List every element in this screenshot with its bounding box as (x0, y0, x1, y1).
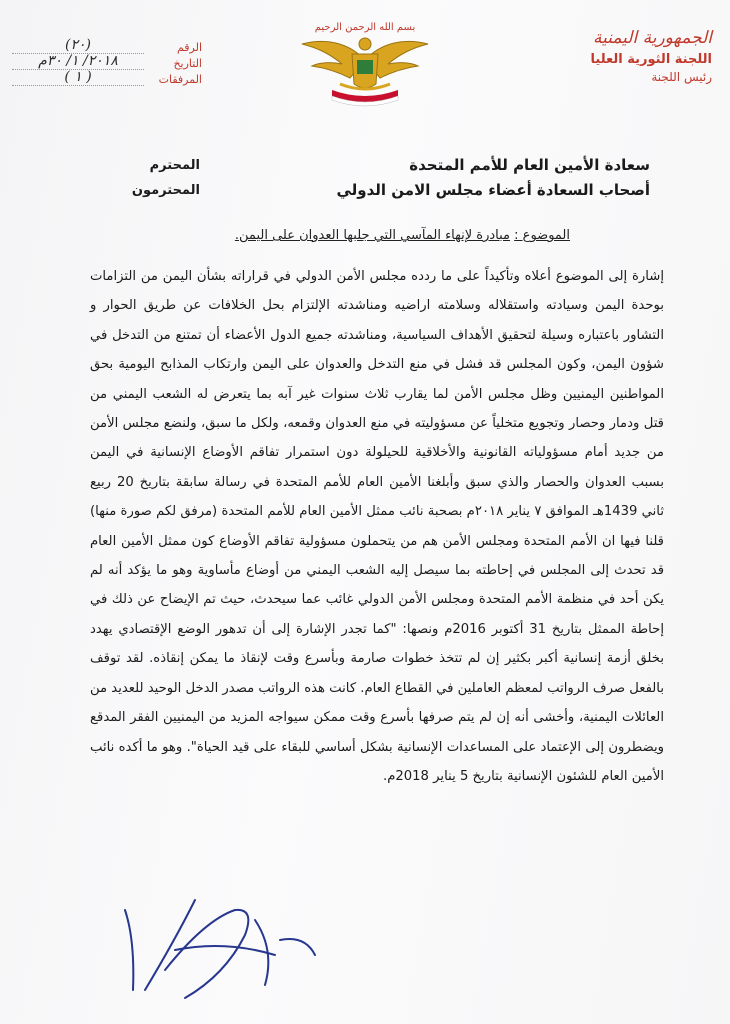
addressees (180, 153, 650, 203)
reference-number-row (12, 38, 202, 54)
honorific-2: المحترمون (131, 183, 200, 198)
date-value: ٢٠١٨/ ١/ ٣٠م (12, 53, 144, 70)
subject-label: الموضوع : (514, 228, 570, 243)
bismillah-text: بسم الله الرحمن الرحيم (314, 22, 416, 33)
attachments-row (12, 70, 202, 86)
subject-text: مبادرة لإنهاء المآسي التي جلبها العدوان على اليمن. (234, 228, 511, 243)
honorifics (90, 153, 200, 203)
republic-name: الجمهورية اليمنية (592, 28, 712, 48)
date-row (12, 54, 202, 70)
attachments-label: المرفقات (158, 73, 202, 86)
subject-line (150, 228, 570, 243)
addressee-line-2: أصحاب السعادة أعضاء مجلس الامن الدولي (336, 181, 650, 199)
letterhead (552, 28, 712, 84)
handwritten-signature-icon (105, 880, 335, 1010)
date-label: التاريخ (173, 57, 202, 70)
number-label: الرقم (176, 41, 202, 54)
attachments-value: ( ١ ) (12, 69, 144, 86)
letter-body: إشارة إلى الموضوع أعلاه وتأكيداً على ما ردده مجلس الأمن الدولي في قراراته بشأن اليمن من التزامات بوحدة اليمن وسيادته واستقلاله وسلامته اراضيه ومناشدته الإلتزام بحل الخلافات عن طريق الحوار و التشاور باعتباره وسيلة لتحقيق الأهداف السياسية، ومناشدته جميع الدول الأعضاء أن تمتنع من التدخل في شؤون اليمن، وكون المجلس قد فشل في منع التدخل والعدوان على اليمن وارتكاب المذابح اليومية بحق المواطنين اليمنيين وظل مجلس الأمن لما يقارب ثلاث سنوات غير آبه بما يتعرض له الشعب اليمني من قتل ودمار وحصار وتجويع متخلياً عن مسؤوليته في منع العدوان وقمعه، ولكل ما سبق، ولنضع مجلس الأمن من جديد أمام مسؤولياته القانونية والأخلاقية للحيلولة دون استمرار تفاقم الأوضاع الإنسانية في اليمن بسبب العدوان والحصار والذي سبق وأبلغنا الأمين العام للأمم المتحدة في رسالة سابقة بتاريخ 20 ربيع ثاني 1439هـ الموافق ٧ يناير ٢٠١٨م بصحبة نائب ممثل الأمين العام للأمم المتحدة (مرفق لكم صورة منها) قلنا فيها ان الأمم المتحدة ومجلس الأمن هم من يتحملون مسؤولية تفاقم الأوضاع كون ممثل الأمين العام قد تحدث إلى المجلس في إحاطته بما سيصل إليه الشعب اليمني من أوضاع مأساوية وهو ما يؤكد أنه لم يكن أحد في منظمة الأمم المتحدة ومجلس الأمن الدولي غائب عما سيحدث، حيث تم الإيضاح عن ذلك في إحاطة الممثل بتاريخ 31 أكتوبر 2016م ونصها: "كما تجدر الإشارة إلى أن تدهور الوضع الإقتصادي يهدد بخلق أزمة إنسانية أكبر بكثير إن لم تتخذ خطوات صارمة وبأسرع وقت لإنقاذ ما يمكن إنقاذه. لقد توقف بالفعل صرف الرواتب لمعظم العاملين في القطاع العام. كانت هذه الرواتب مصدر الدخل الوحيد للعديد من العائلات اليمنية، وأخشى أنه إن لم يتم صرفها بأسرع وقت ممكن سيواجه المزيد من اليمنيين الفقر المدقع ويضطرون إلى الإعتماد على المساعدات الإنسانية بشكل أساسي للبقاء على قيد الحياة". وهو ما أكده نائب الأمين العام للشئون الإنسانية بتاريخ 5 يناير 2018م. (90, 269, 664, 784)
honorific-1: المحترم (149, 158, 200, 173)
letter-metadata (12, 38, 202, 86)
committee-name: اللجنة الثورية العليا (590, 52, 712, 67)
number-value: (٢٠) (12, 37, 144, 54)
addressee-line-1: سعادة الأمين العام للأمم المتحدة (409, 156, 650, 174)
chairman-title: رئيس اللجنة (651, 70, 712, 84)
yemen-eagle-emblem-icon (290, 12, 440, 112)
